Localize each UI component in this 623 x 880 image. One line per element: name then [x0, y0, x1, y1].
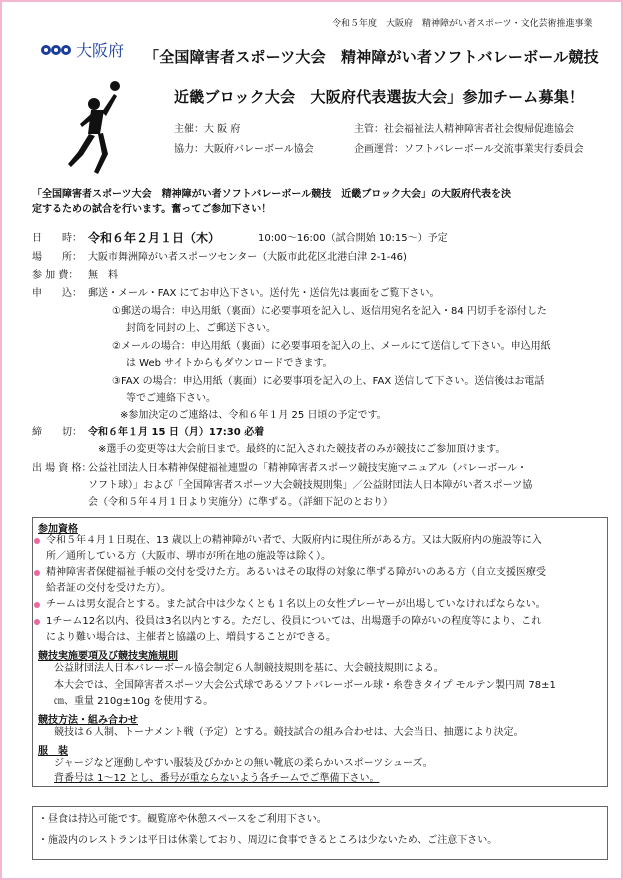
qualification-line1: 公益社団法人日本精神保健福祉連盟の「精神障害者スポーツ競技実施マニュアル（バレーボール・ — [88, 463, 527, 474]
rules-2a: 本大会では、全国障害者スポーツ大会公式球であるソフトバレーボール球・糸巻きタイプ モルテン製円周 78±1 — [54, 680, 556, 691]
section-method: 競技方法・組み合わせ — [38, 715, 138, 726]
logo-text: 大阪府 — [76, 41, 125, 60]
header-note: 令和５年度 大阪府 精神障がい者スポーツ・文化芸術推進事業 — [332, 19, 593, 29]
date-label: 日 時： — [32, 233, 82, 244]
clothing-1: ジャージなど運動しやすい服装及びかかとの無い靴底の柔らかいスポーツシューズ。 — [54, 758, 433, 769]
apply-mail-line1: ①郵送の場合：申込用紙（裏面）に必要事項を記入し、返信用宛名を記入・84 円切手を添付した — [112, 306, 547, 317]
osaka-emblem-icon — [40, 40, 74, 58]
place-label: 場 所： — [32, 252, 82, 263]
section-rules: 競技実施要項及び競技実施規則 — [38, 651, 178, 662]
org-coop: 協力：大阪府バレーボール協会 — [174, 144, 314, 155]
qualification-line2: ソフト球）」および「全国障害者スポーツ大会競技規則集」／公益財団法人日本障がい者スポーツ協 — [88, 480, 533, 491]
osaka-logo — [40, 40, 74, 62]
player-silhouette-icon — [58, 80, 138, 180]
fee-label: 参 加 費： — [32, 270, 79, 281]
section-eligibility: 参加資格 — [38, 524, 78, 535]
rules-1: 公益財団法人日本バレーボール協会制定６人制競技規則を基に、大会競技規則による。 — [54, 663, 444, 674]
title-line1: 「全国障害者スポーツ大会 精神障がい者ソフトバレーボール競技 — [144, 48, 599, 66]
method-1: 競技は６人制、トーナメント戦（予定）とする。競技試合の組み合わせは、大会当日、抽選により決定。 — [54, 727, 524, 738]
fee-value: 無 料 — [88, 270, 118, 281]
title-line2: 近畿ブロック大会 大阪府代表選抜大会」参加チーム募集！ — [174, 88, 585, 106]
rules-2b: ㎝、重量 210g±10g を使用する。 — [54, 696, 214, 707]
org-host: 主催：大 阪 府 — [174, 124, 241, 135]
date-time: 10:00〜16:00（試合開始 10:15〜）予定 — [258, 233, 448, 244]
deadline-label: 締 切： — [32, 427, 82, 438]
apply-fax-line1: ③FAX の場合：申込用紙（裏面）に必要事項を記入の上、FAX 送信して下さい。送信後はお電話 — [112, 376, 545, 387]
place-value: 大阪市舞洲障がい者スポーツセンター（大阪市此花区北港白津 2-1-46) — [88, 252, 407, 263]
eligibility-4a: 1チーム12名以内、役員は3名以内とする。ただし、役員については、出場選手の障がいの程度等により、これ — [46, 616, 542, 627]
bullet-icon — [34, 538, 40, 544]
apply-email-line2: は Web サイトからもダウンロードできます。 — [126, 358, 333, 369]
qualification-line3: 会（令和５年４月１日より実施分）に準ずる。（詳細下記のとおり） — [88, 497, 393, 508]
eligibility-1a: 令和５年４月１日現在、13 歳以上の精神障がい者で、大阪府内に現住所がある方。又は大阪府内の施設等に入 — [46, 535, 542, 546]
eligibility-1b: 所／通所している方（大阪市、堺市が所在地の施設等は除く）。 — [46, 551, 331, 562]
eligibility-3: チームは男女混合とする。また試合中は少なくとも１名以上の女性プレーヤーが出場していなければならない。 — [46, 599, 546, 610]
org-cohost: 主管：社会福祉法人精神障害者社会復帰促進協会 — [354, 124, 574, 135]
bullet-icon — [34, 619, 40, 625]
bullet-icon — [34, 602, 40, 608]
deadline-value: 令和６年１月 15 日（月）17:30 必着 — [88, 427, 265, 438]
qualification-label: 出 場 資 格： — [32, 463, 92, 474]
eligibility-2b: 給者証の交付を受けた方）。 — [46, 583, 171, 594]
deadline-note: ※選手の変更等は大会前日まで。最終的に記入された競技者のみが競技にご参加頂けます。 — [98, 444, 506, 455]
eligibility-4b: により難い場合は、主催者と協議の上、増員することができる。 — [46, 632, 336, 643]
apply-value: 郵送・メール・FAX にてお申込下さい。送付先・送信先は裏面をご覧下さい。 — [88, 288, 440, 299]
intro-line1: 「全国障害者スポーツ大会 精神障がい者ソフトバレーボール競技 近畿ブロック大会」の大阪府代表を決 — [32, 189, 511, 200]
apply-email-line1: ②メールの場合：申込用紙（裏面）に必要事項を記入の上、メールにて送信して下さい。申込用紙 — [112, 341, 551, 352]
note-lunch: ・昼食は持込可能です。観覧席や休憩スペースをご利用下さい。 — [38, 814, 327, 825]
volleyball-player-illustration — [58, 80, 138, 184]
note-restaurant: ・施設内のレストランは平日は休業しており、周辺に食事できるところは少ないため、ご注意下さい。 — [38, 835, 498, 846]
section-clothing: 服 装 — [38, 746, 68, 757]
apply-note: ※参加決定のご連絡は、令和６年１月 25 日頃の予定です。 — [120, 410, 387, 421]
apply-fax-line2: 等でご連絡下さい。 — [126, 393, 216, 404]
org-plan: 企画運営：ソフトバレーボール交流事業実行委員会 — [354, 144, 584, 155]
eligibility-2a: 精神障害者保健福祉手帳の交付を受けた方。あるいはその取得の対象に準ずる障がいのある方（自立支援医療受 — [46, 567, 546, 578]
intro-line2: 定するための試合を行います。奮ってご参加下さい！ — [32, 204, 272, 215]
date-value: 令和６年２月１日（木） — [88, 231, 221, 245]
apply-mail-line2: 封筒を同封の上、ご郵送下さい。 — [126, 323, 276, 334]
apply-label: 申 込： — [32, 288, 82, 299]
bullet-icon — [34, 570, 40, 576]
clothing-2: 背番号は 1〜12 とし、番号が重ならないよう各チームでご準備下さい。 — [54, 773, 380, 784]
